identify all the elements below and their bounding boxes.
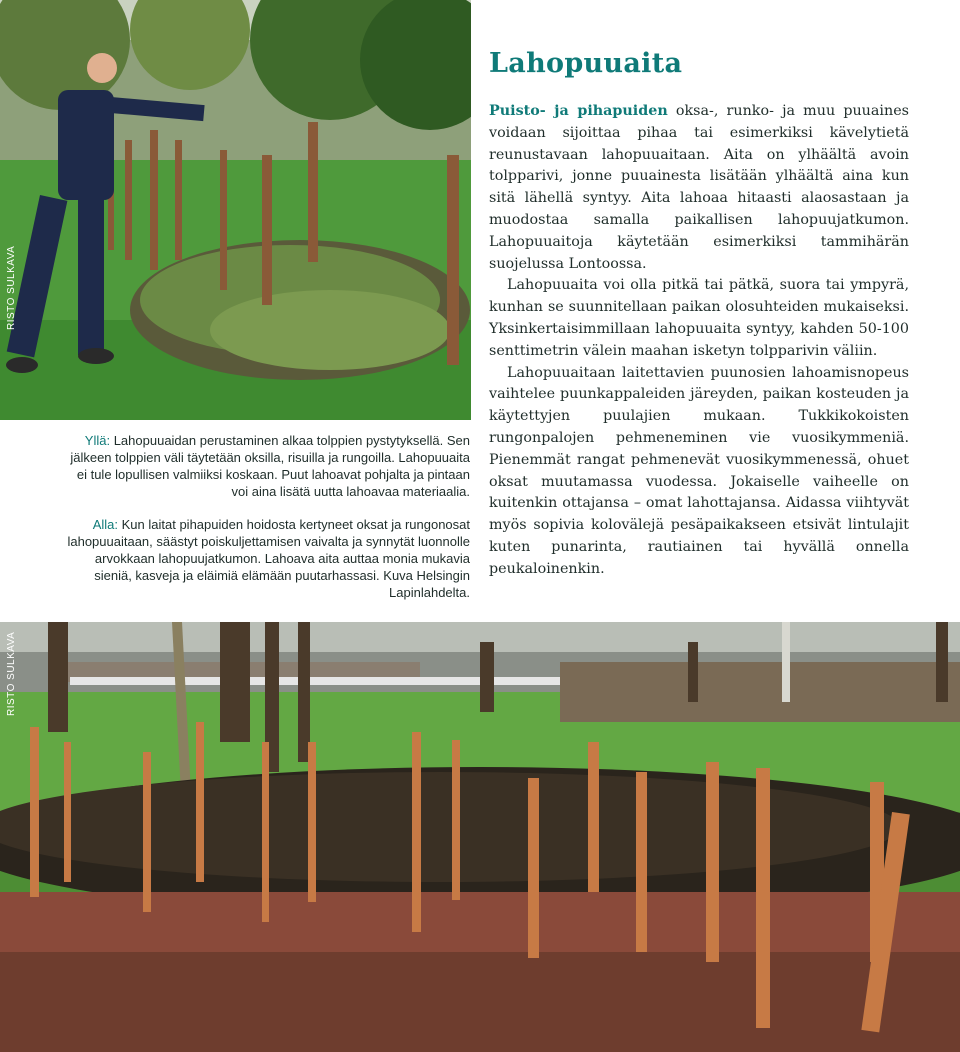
caption-above-text: Lahopuuaidan perustaminen alkaa tolppien pystytyksellä. Sen jälkeen tolppien väli täytetään oksilla, risuilla ja rungoilla. Lahopuuaita ei tule lopullisen valmiiksi koskaan. Puut lahoavat pohjalta ja pintaan voi aina lisätä uutta lahoavaa materiaalia. [70, 433, 470, 499]
photo-credit-bottom: RISTO SULKAVA [6, 631, 17, 716]
caption-above-lead: Yllä: [84, 433, 111, 448]
article-paragraph-3: Lahopuuaitaan laitettavien puunosien lahoamisnopeus vaihtelee puunkappaleiden järeyden, paikan kosteuden ja käytettyjen puulajien mukaan. Tukkikokoisten rungonpalojen pehmeneminen vie vuosikymmeniä. Pienemmät rangat pehmenevät vuosikymmenessä, ohuet oksat muutamassa vuodessa. Jokaiselle vaiheelle on kuitenkin ottajansa – omat lahottajansa. Aidassa viihtyvät myös sopivia kolovälejä pesäpaikakseen etsivät lintulajit kuten punarinta, rautiainen tai hyvällä onnella peukaloinenkin. [489, 364, 909, 577]
caption-below-lead: Alla: [92, 517, 119, 532]
caption-below-text: Kun laitat pihapuiden hoidosta kertyneet oksat ja rungonosat lahopuuaitaan, säästyt poiskuljettamisen vaivalta ja synnytät luonnolle arvokkaan lahopuujatkumon. Lahoava aita auttaa monia mukavia sieniä, kasveja ja eläimiä elämään puutarhassasi. Kuva Helsingin Lapinlahdelta. [67, 517, 470, 600]
article-lead: Puisto- ja pihapuiden [489, 103, 668, 119]
caption-above [60, 432, 470, 500]
article-title: Lahopuuaita [489, 48, 683, 79]
article-body [489, 101, 909, 581]
article-paragraph-2: Lahopuuaita voi olla pitkä tai pätkä, suora tai ympyrä, kunhan se suunnitellaan paikan olosuhteiden mukaiseksi. Yksinkertaisimmillaan lahopuuaita syntyy, kahden 50-100 senttimetrin välein maahan isketyn tolpparivin väliin. [489, 277, 909, 359]
photo-captions [60, 432, 470, 617]
article-paragraph-1-text: oksa-, runko- ja muu puuaines voidaan sijoittaa pihaa tai esimerkiksi kävelytietä reunustavaan lahopuuaitaan. Aita on ylhäältä avoin tolpparivi, jonne puuainesta lisätään ylhäältä aina kun sitä lähellä syntyy. Aita lahoaa hitaasti alaosastaan ja muodostaa samalla paikallisen lahopuujatkumon. Lahopuuaitoja käytetään esimerkiksi tammihärän suojelussa Lontoossa. [489, 103, 909, 272]
photo-fence-building [0, 0, 471, 420]
photo-finished-fence [0, 622, 960, 1052]
caption-below [60, 516, 470, 601]
article [489, 48, 909, 581]
article-paragraph-1 [489, 101, 909, 275]
photo-credit-top: RISTO SULKAVA [6, 245, 17, 330]
